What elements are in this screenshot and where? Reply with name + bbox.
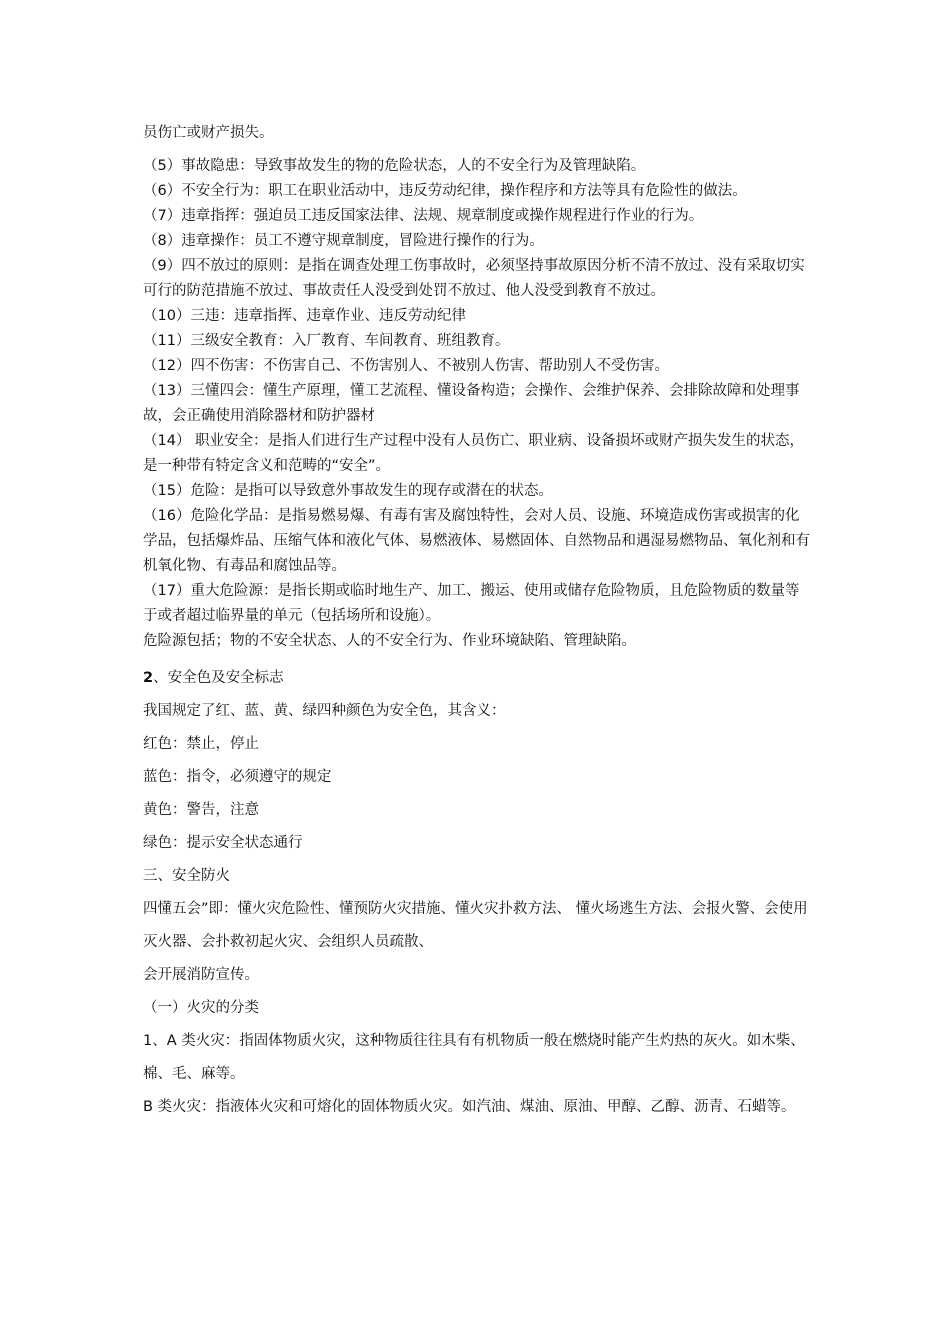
hazard-sources: 危险源包括；物的不安全状态、人的不安全行为、作业环境缺陷、管理缺陷。: [143, 633, 636, 649]
section-2-number: 2: [143, 670, 154, 686]
document-body: [143, 121, 811, 1124]
item-16-hazardous-chemicals: （16）危险化学品：是指易燃易爆、有毒有害及腐蚀特性，会对人员、设施、环境造成伤害或损害的化学品，包括爆炸品、压缩气体和液化气体、易燃液体、易燃固体、自然物品和遇湿易燃物品、氧化剂和有机氧化物、有毒品和腐蚀品等。: [143, 508, 810, 574]
item-9-four-not-let-go: （9）四不放过的原则：是指在调查处理工伤事故时，必须坚持事故原因分析不清不放过、没有采取切实可行的防范措施不放过、事故责任人没受到处罚不放过、他人没受到教育不放过。: [143, 258, 805, 299]
section-2-title: 、安全色及安全标志: [153, 670, 284, 686]
color-blue: 蓝色：指令，必须遵守的规定: [143, 769, 332, 785]
color-yellow: 黄色：警告，注意: [143, 802, 259, 818]
four-know-five-can: 四懂五会”即：懂火灾危险性、懂预防火灾措施、懂火灾扑救方法、 懂火场逃生方法、会报火警、会使用灭火器、会扑救初起火灾、会组织人员疏散、: [143, 901, 808, 950]
color-green: 绿色：提示安全状态通行: [143, 835, 303, 851]
item-6-unsafe-behavior: （6）不安全行为：职工在职业活动中，违反劳动纪律，操作程序和方法等具有危险性的做法。: [143, 183, 747, 199]
item-14-occupational-safety: （14） 职业安全：是指人们进行生产过程中没有人员伤亡、职业病、设备损坏或财产损失发生的状态，是一种带有特定含义和范畴的“安全”。: [143, 433, 805, 474]
item-7-illegal-command: （7）违章指挥：强迫员工违反国家法律、法规、规章制度或操作规程进行作业的行为。: [143, 208, 704, 224]
color-red: 红色：禁止，停止: [143, 736, 259, 752]
item-12-four-no-harm: （12）四不伤害：不伤害自己、不伤害别人、不被别人伤害、帮助别人不受伤害。: [143, 358, 669, 374]
item-8-illegal-operation: （8）违章操作：员工不遵守规章制度，冒险进行操作的行为。: [143, 233, 544, 249]
class-a-fire: 1、A 类火灾：指固体物质火灾，这种物质往往具有有机物质一般在燃烧时能产生灼热的灰火。如木柴、棉、毛、麻等。: [143, 1033, 805, 1082]
fire-classification-heading: （一）火灾的分类: [143, 1000, 259, 1016]
class-b-fire: B 类火灾：指液体火灾和可熔化的固体物质火灾。如汽油、煤油、原油、甲醇、乙醇、沥青、石蜡等。: [143, 1099, 796, 1115]
item-5-hazard: （5）事故隐患：导致事故发生的物的危险状态，人的不安全行为及管理缺陷。: [143, 158, 646, 174]
item-11-three-level-education: （11）三级安全教育：入厂教育、车间教育、班组教育。: [143, 333, 510, 349]
item-15-danger: （15）危险：是指可以导致意外事故发生的现存或潜在的状态。: [143, 483, 553, 499]
four-know-five-can-end: 会开展消防宣传。: [143, 967, 259, 983]
section-2-heading: [143, 662, 811, 695]
item-10-three-violations: （10）三违：违章指挥、违章作业、违反劳动纪律: [143, 308, 466, 324]
safety-colors-intro: 我国规定了红、蓝、黄、绿四种颜色为安全色，其含义：: [143, 703, 506, 719]
section-3-heading: 三、安全防火: [143, 868, 230, 884]
item-17-major-hazard-source: （17）重大危险源：是指长期或临时地生产、加工、搬运、使用或储存危险物质，且危险物质的数量等于或者超过临界量的单元（包括场所和设施）。: [143, 583, 800, 624]
paragraph-continuation: 员伤亡或财产损失。: [143, 125, 274, 141]
item-13-three-know-four-can: （13）三懂四会：懂生产原理，懂工艺流程、懂设备构造；会操作、会维护保养、会排除故障和处理事故，会正确使用消除器材和防护器材: [143, 383, 800, 424]
